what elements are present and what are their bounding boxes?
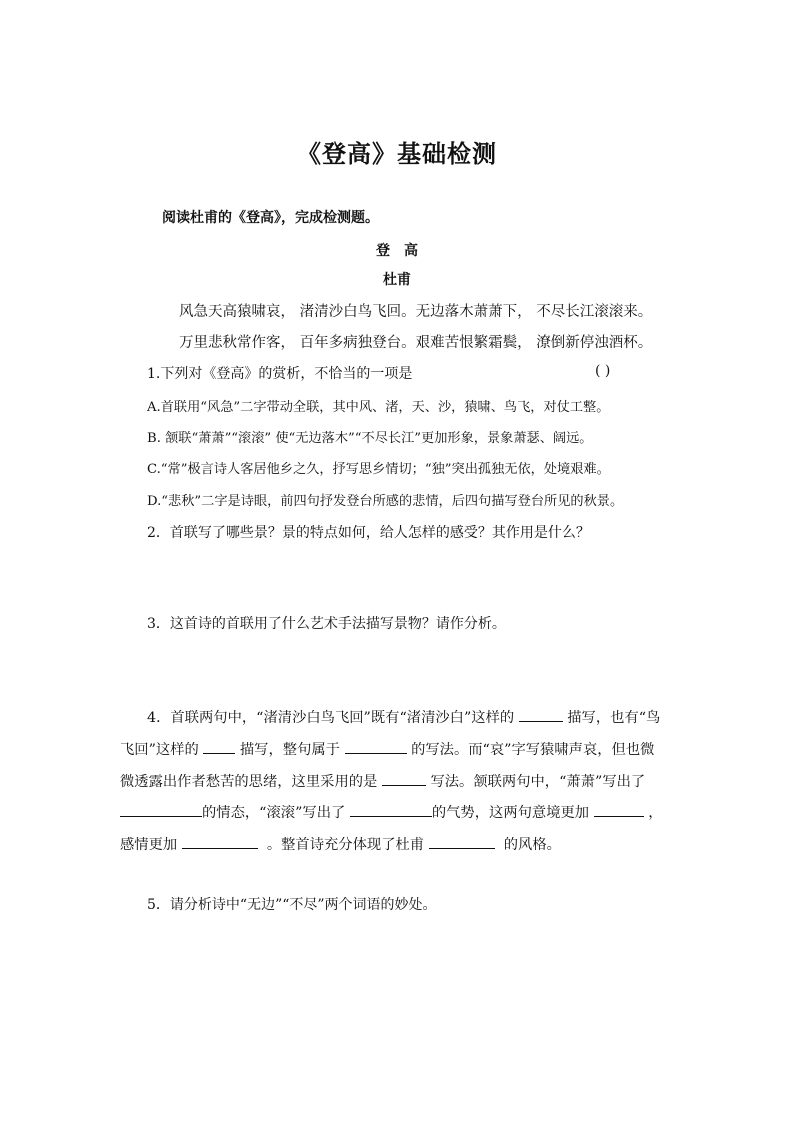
fill-blank[interactable] (350, 802, 432, 817)
question-1-option-a: A.首联用“风急”二字带动全联，其中风、渚，天、沙，猿啸、鸟飞，对仗工整。 (147, 400, 610, 415)
poem-author: 杜甫 (383, 272, 411, 288)
poem-line: 风急天高猿啸哀， 渚清沙白鸟飞回。无边落木萧萧下， 不尽长江滚滚来。 (179, 304, 653, 320)
question-2: 2．首联写了哪些景？景的特点如何，给人怎样的感受？其作用是什么？ (147, 525, 590, 541)
poem-line: 万里悲秋常作客， 百年多病独登台。艰难苦恨繁霜鬓， 潦倒新停浊酒杯。 (179, 335, 653, 351)
question-5: 5．请分析诗中“无边”“不尽”两个词语的妙处。 (147, 897, 437, 913)
fill-blank[interactable] (345, 739, 407, 754)
fill-blank[interactable] (182, 834, 258, 849)
poem-title: 登高 (376, 243, 432, 259)
question-1-option-d: D.“悲秋”二字是诗眼，前四句抒发登台所感的悲情，后四句描写登台所见的秋景。 (147, 494, 624, 509)
fill-blank[interactable] (429, 834, 495, 849)
question-1-option-c: C.“常”极言诗人客居他乡之久，抒写思乡情切；“独”突出孤独无依，处境艰难。 (147, 462, 610, 477)
answer-bracket: ( ) (595, 363, 611, 379)
fill-blank[interactable] (120, 802, 202, 817)
question-4-line-5: 感情更加 。整首诗充分体现了杜甫 的风格。 (120, 834, 561, 854)
question-1-stem: 1.下列对《登高》的赏析，不恰当的一项是 (147, 366, 413, 382)
fill-blank[interactable] (594, 802, 644, 817)
instruction-text: 阅读杜甫的《登高》，完成检测题。 (162, 210, 379, 226)
question-4-line-2: 飞回”这样的 描写，整句属于 的写法。而“哀”字写猿啸声哀，但也微 (120, 739, 654, 759)
question-4-line-4: 的情态，“滚滚”写出了 的气势，这两句意境更加 ， (120, 802, 663, 822)
question-4-line-3: 微透露出作者愁苦的思绪，这里采用的是 写法。颔联两句中，“萧萧”写出了 (120, 771, 645, 791)
fill-blank[interactable] (382, 771, 426, 786)
question-4-line-1: 4．首联两句中，“渚清沙白鸟飞回”既有“渚清沙白”这样的 描写，也有“鸟 (147, 707, 660, 727)
document-title: 《登高》基础检测 (297, 139, 497, 168)
question-1-option-b: B. 颔联“萧萧”“滚滚” 使“无边落木”“不尽长江”更加形象，景象萧瑟、阔远。 (147, 431, 593, 446)
fill-blank[interactable] (519, 707, 563, 722)
fill-blank[interactable] (203, 739, 235, 754)
question-3: 3．这首诗的首联用了什么艺术手法描写景物？请作分析。 (147, 616, 506, 632)
